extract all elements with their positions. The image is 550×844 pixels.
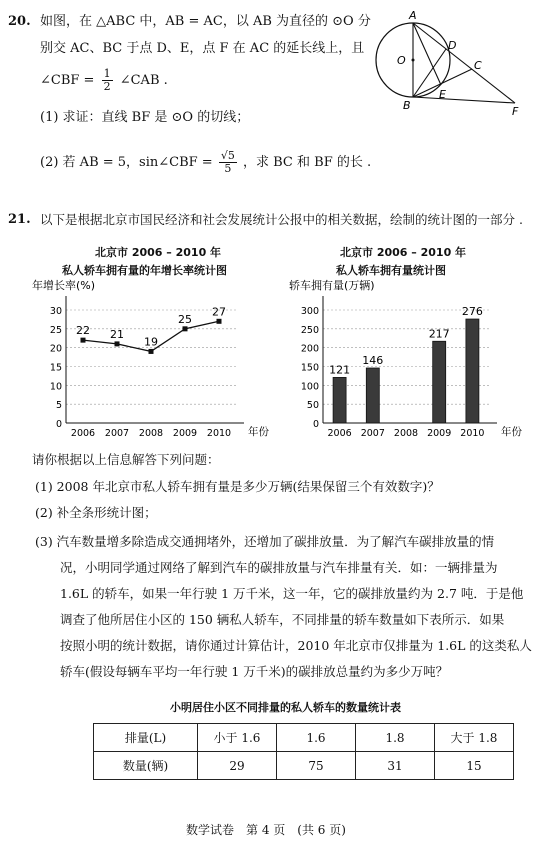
q20-line3-a: ∠CBF = — [40, 73, 95, 88]
x-tick-label: 2007 — [104, 428, 130, 438]
bar-value-label: 276 — [461, 305, 483, 319]
x-axis-label: 年份 — [501, 426, 522, 438]
table-header-cell: 1.6 — [277, 724, 356, 752]
data-point — [183, 326, 188, 331]
label-e: E — [439, 88, 446, 101]
q20-fraction — [102, 68, 113, 93]
table-caption: 小明居住小区不同排量的私人轿车的数量统计表 — [170, 701, 401, 714]
y-tick-label: 15 — [49, 362, 62, 374]
q20-line2: 别交 AC、BC 于点 D、E，点 F 在 AC 的延长线上，且 — [40, 41, 365, 56]
label-d: D — [448, 39, 457, 52]
q20-sqrt-num: √5 — [220, 149, 235, 162]
q21-part3-line4: 调查了他所居住小区的 150 辆私人轿车，不同排量的轿车数量如下表所示．如果 — [60, 612, 505, 627]
q21-part3-line3: 1.6L 的轿车，如果一年行驶 1 万千米，这一年，它的碳排放量约为 2.7 吨．于是他 — [60, 586, 524, 601]
y-tick-label: 250 — [300, 324, 319, 336]
data-label: 25 — [178, 312, 192, 326]
chart2-title1: 北京市 2006 – 2010 年 — [340, 246, 467, 259]
label-b: B — [403, 99, 411, 112]
label-a: A — [409, 9, 417, 22]
y-tick-label: 5 — [55, 400, 62, 412]
q20-number: 20. — [8, 14, 31, 29]
y-tick-label: 0 — [55, 419, 62, 430]
table-cell: 15 — [435, 752, 514, 780]
y-tick-label: 50 — [306, 400, 319, 412]
table-header-cell: 小于 1.6 — [198, 724, 277, 752]
data-point — [81, 338, 86, 343]
chart1-title2: 私人轿车拥有量的年增长率统计图 — [62, 264, 227, 277]
bar — [466, 319, 479, 423]
data-label: 22 — [76, 324, 90, 338]
chart2-title2: 私人轿车拥有量统计图 — [336, 264, 446, 277]
q20-sqrt-fraction — [219, 150, 237, 175]
page-footer: 数学试卷 第 4 页 (共 6 页) — [186, 823, 346, 837]
y-tick-label: 150 — [300, 362, 319, 374]
q21-prompt: 请你根据以上信息解答下列问题： — [32, 452, 220, 467]
q21-part3-line5: 按照小明的统计数据，请你通过计算估计，2010 年北京市仅排量为 1.6L 的这类私人 — [60, 638, 532, 653]
x-tick-label: 2009 — [427, 428, 452, 438]
y-axis-label: 年增长率(%) — [32, 279, 96, 292]
data-label: 19 — [144, 335, 158, 349]
x-tick-label: 2008 — [393, 428, 419, 438]
x-tick-label: 2006 — [327, 428, 352, 438]
x-tick-label: 2010 — [460, 428, 485, 438]
q21-part3-line1: (3) 汽车数量增多除造成交通拥堵外，还增加了碳排放量．为了解汽车碳排放量的情 — [35, 534, 495, 549]
table-cell: 31 — [356, 752, 435, 780]
table-cell: 75 — [277, 752, 356, 780]
q20-part2 — [40, 150, 371, 175]
table-header-row — [94, 724, 514, 752]
y-tick-label: 30 — [49, 306, 62, 317]
data-point — [115, 341, 120, 346]
q20-frac-num: 1 — [103, 67, 111, 80]
q21-number: 21. — [8, 212, 31, 227]
bar-value-label: 121 — [329, 363, 351, 377]
y-tick-label: 10 — [49, 381, 62, 393]
data-point — [149, 349, 154, 354]
bar — [333, 377, 346, 423]
q20-frac-den: 2 — [103, 80, 111, 93]
x-tick-label: 2008 — [138, 428, 164, 438]
bar — [433, 341, 446, 423]
q20-line3-b: ∠CAB . — [119, 73, 168, 88]
q20-part2-b: ，求 BC 和 BF 的长 . — [243, 155, 372, 170]
q20-sqrt-den: 5 — [224, 162, 232, 175]
data-label: 27 — [212, 305, 226, 319]
table-row — [94, 752, 514, 780]
q20-geometry-figure — [375, 5, 535, 115]
y-tick-label: 25 — [49, 324, 62, 336]
label-o: O — [397, 54, 406, 67]
x-tick-label: 2009 — [172, 428, 198, 438]
label-c: C — [474, 59, 482, 72]
displacement-table — [93, 723, 514, 780]
car-ownership-bar-chart — [275, 278, 535, 438]
table-header-cell: 大于 1.8 — [435, 724, 514, 752]
y-tick-label: 100 — [300, 381, 319, 393]
q21-part1: (1) 2008 年北京市私人轿车拥有量是多少万辆(结果保留三个有效数字)？ — [35, 479, 440, 494]
q20-part2-a: (2) 若 AB = 5，sin∠CBF = — [40, 155, 213, 170]
q21-part3-line2: 况，小明同学通过网络了解到汽车的碳排放量与汽车排量有关．如：一辆排量为 — [60, 560, 498, 575]
point-o — [412, 59, 415, 62]
q20-part1: (1) 求证：直线 BF 是 ⊙O 的切线； — [40, 110, 250, 125]
growth-rate-line-chart — [10, 278, 280, 438]
segment-bf — [413, 97, 515, 103]
segment-af — [413, 23, 515, 103]
y-tick-label: 20 — [49, 343, 62, 355]
q21-part3-line6: 轿车(假设每辆车平均一年行驶 1 万千米)的碳排放总量约为多少万吨？ — [60, 664, 449, 679]
table-cell: 数量(辆) — [94, 752, 198, 780]
bar-value-label: 146 — [362, 354, 384, 368]
bar-value-label: 217 — [428, 327, 450, 341]
y-tick-label: 200 — [300, 343, 319, 355]
data-point — [217, 319, 222, 324]
x-tick-label: 2006 — [70, 428, 96, 438]
table-header-cell: 排量(L) — [94, 724, 198, 752]
y-tick-label: 300 — [300, 306, 319, 317]
bar — [366, 368, 379, 423]
chart1-title1: 北京市 2006 – 2010 年 — [95, 246, 222, 259]
x-tick-label: 2010 — [206, 428, 232, 438]
q21-intro: 以下是根据北京市国民经济和社会发展统计公报中的相关数据，绘制的统计图的一部分 . — [40, 212, 523, 227]
q20-line1: 如图，在 △ABC 中，AB = AC，以 AB 为直径的 ⊙O 分 — [40, 14, 371, 29]
table-cell: 29 — [198, 752, 277, 780]
q20-line3 — [40, 68, 168, 93]
x-axis-label: 年份 — [248, 426, 269, 438]
q21-part2: (2) 补全条形统计图； — [35, 505, 157, 520]
label-f: F — [512, 105, 519, 115]
data-label: 21 — [110, 327, 124, 341]
y-axis-label: 轿车拥有量(万辆) — [289, 279, 375, 292]
y-tick-label: 0 — [312, 419, 319, 430]
table-header-cell: 1.8 — [356, 724, 435, 752]
x-tick-label: 2007 — [360, 428, 385, 438]
